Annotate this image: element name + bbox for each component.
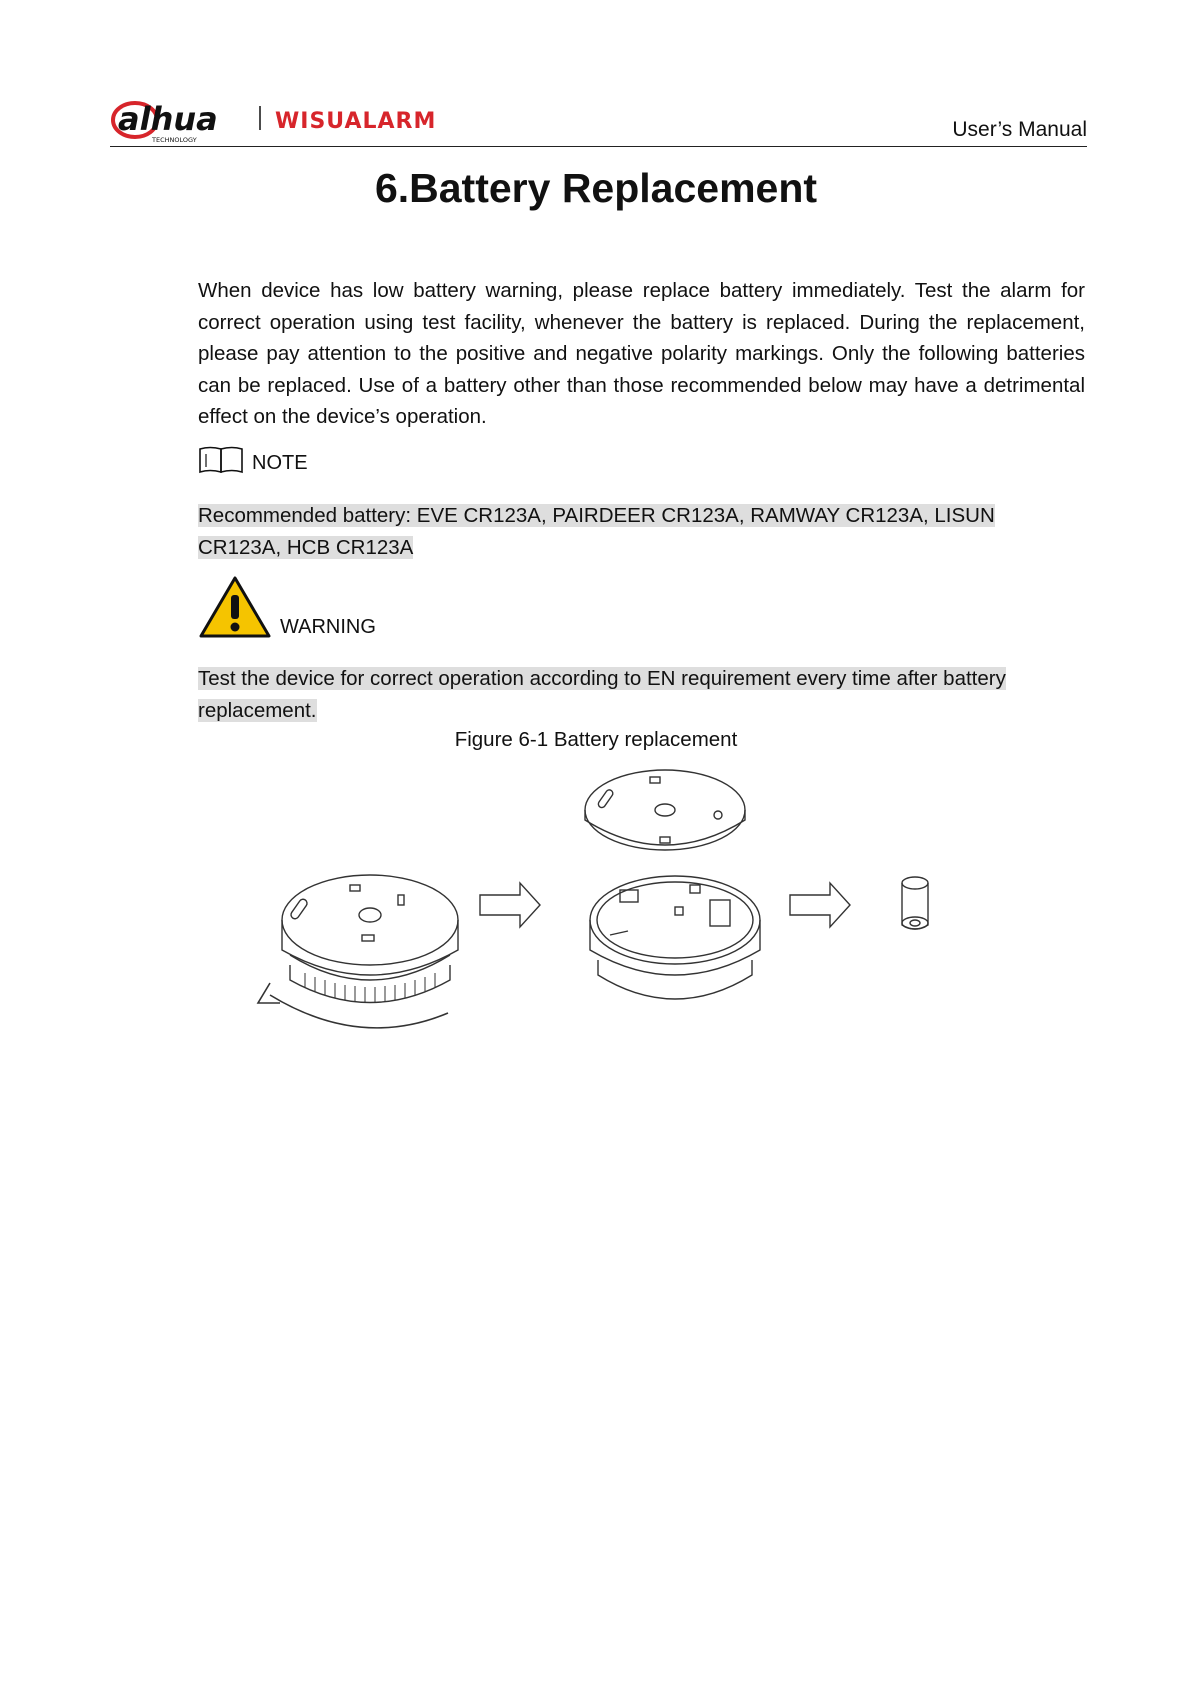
body-paragraph: When device has low battery warning, please replace battery immediately. Test the alarm for correct operation using test facility, whenever the battery is replaced. During the replacement, please pay attention to the positive and negative polarity markings. Only the following batteries can be replaced. Use of a battery other than those recommended below may have a detrimental effect on the device’s operation.	[198, 279, 1085, 428]
page-header	[110, 88, 1087, 147]
step-arrow-1	[480, 883, 540, 927]
partner-logo-text: WISUALARM	[275, 109, 437, 134]
battery-replacement-figure	[250, 755, 1050, 1045]
detector-closed	[258, 875, 458, 1028]
warning-triangle-icon	[198, 575, 272, 639]
warning-callout	[198, 575, 376, 639]
warning-label: WARNING	[280, 616, 376, 638]
brand-logo	[110, 96, 530, 144]
cr123a-battery	[902, 877, 928, 929]
note-text	[198, 500, 1068, 563]
book-icon	[198, 445, 244, 475]
step-arrow-2	[790, 883, 850, 927]
warning-text-highlight: Test the device for correct operation according to EN requirement every time after battery replacement.	[198, 667, 1006, 722]
figure-caption: Figure 6-1 Battery replacement	[454, 728, 738, 751]
detector-lid	[585, 770, 745, 850]
note-callout	[198, 445, 308, 475]
brand-sub-text: TECHNOLOGY	[152, 136, 197, 144]
page-title: 6.Battery Replacement	[374, 165, 818, 211]
manual-label: User’s Manual	[952, 118, 1087, 141]
brand-logo-text: alhua	[118, 100, 218, 138]
warning-text	[198, 663, 1068, 726]
detector-open	[590, 876, 760, 999]
note-text-highlight: Recommended battery: EVE CR123A, PAIRDEER CR123A, RAMWAY CR123A, LISUN CR123A, HCB CR123A	[198, 504, 995, 559]
note-label: NOTE	[252, 452, 308, 474]
